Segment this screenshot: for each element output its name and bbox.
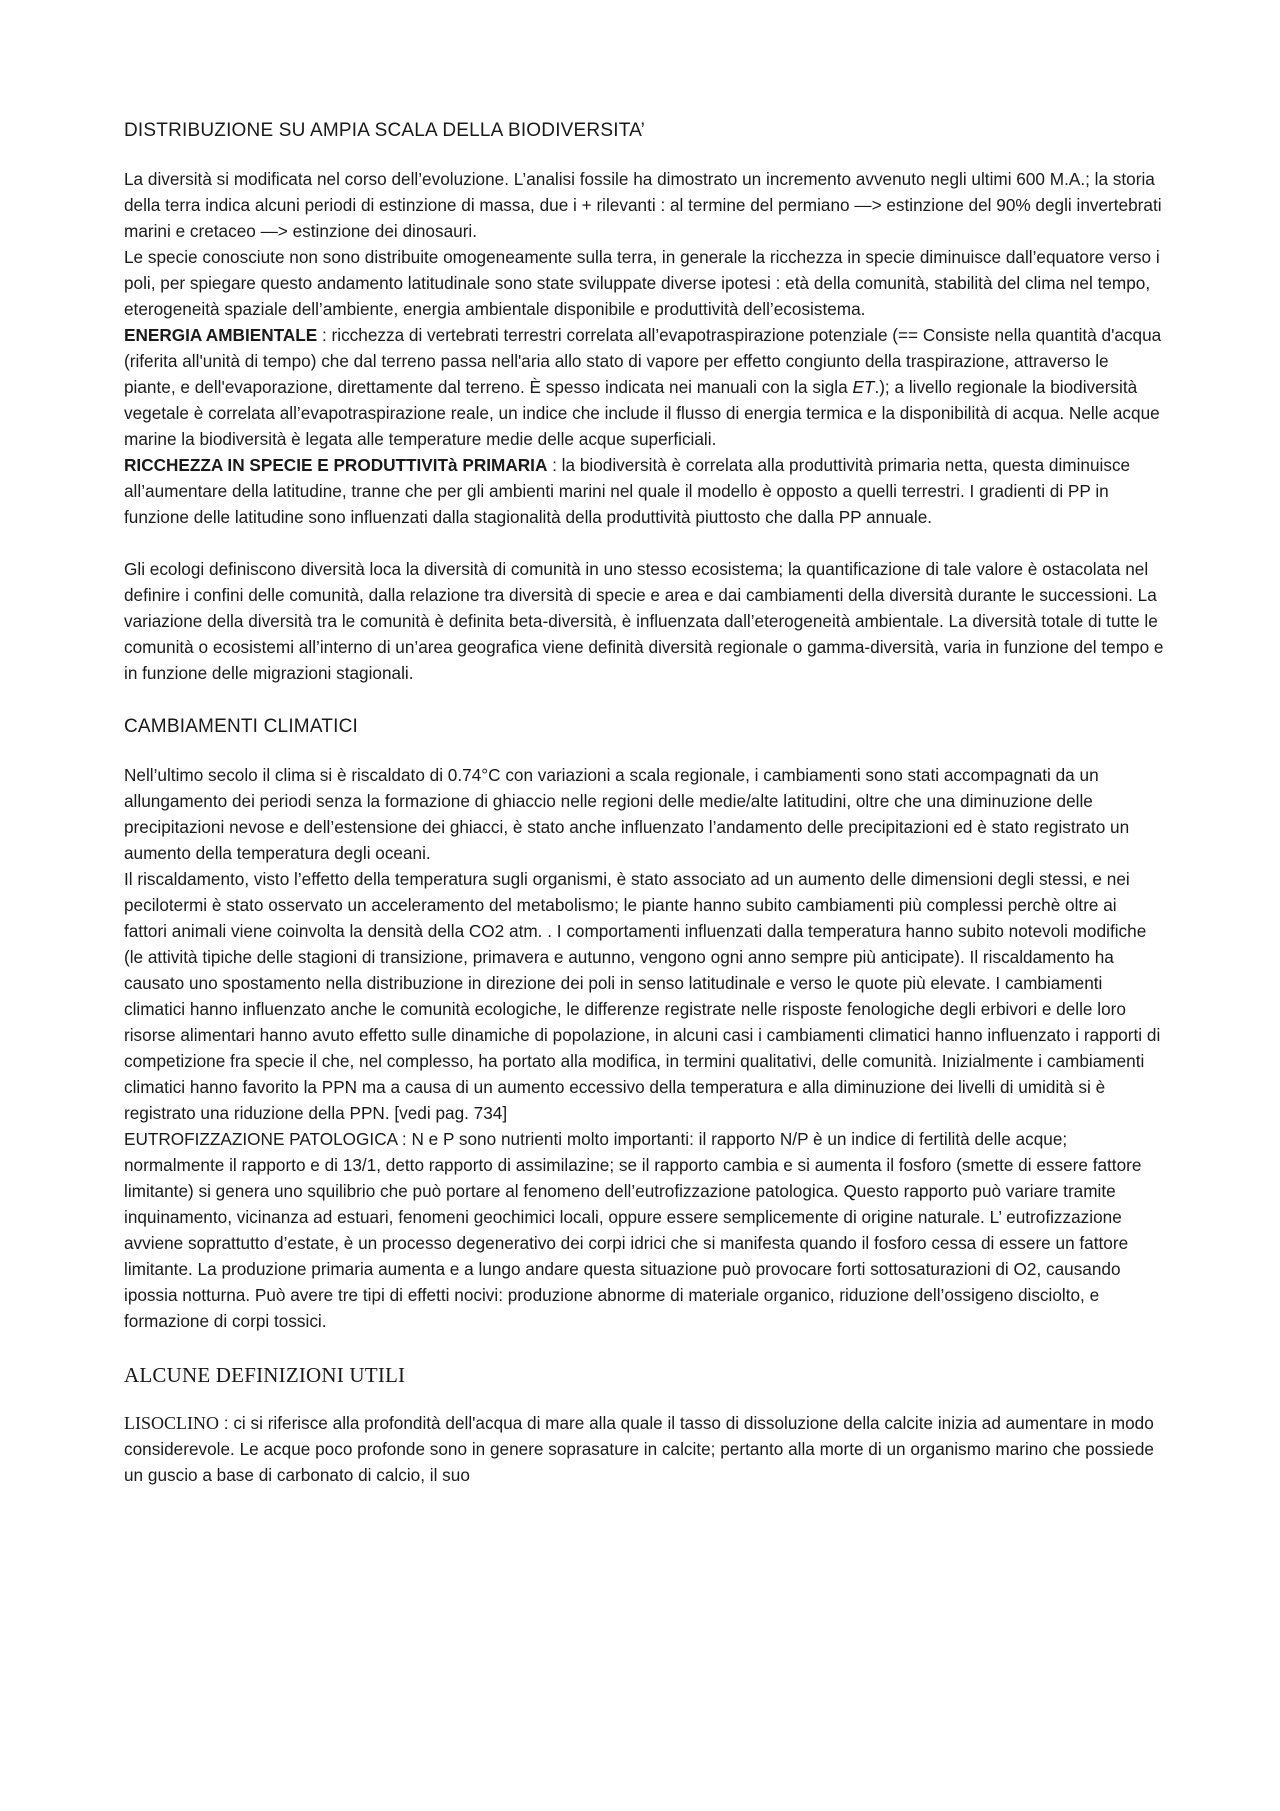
term-label: LISOCLINO	[124, 1413, 219, 1433]
term-label: ENERGIA AMBIENTALE	[124, 325, 318, 345]
paragraph: La diversità si modificata nel corso dell’evoluzione. L’analisi fossile ha dimostrato un incremento avvenuto negli ultimi 600 M.A.; la storia della terra indica alcuni periodi di estinzione di massa, due i + rilevanti : al termine del permiano —> estinzione del 90% degli invertebrati marini e cretaceo —> estinzione dei dinosauri.	[124, 169, 1162, 241]
term-label: RICCHEZZA IN SPECIE E PRODUTTIVITà PRIMARIA	[124, 455, 548, 475]
paragraph: Gli ecologi definiscono diversità loca la diversità di comunità in uno stesso ecosistema; la quantificazione di tale valore è ostacolata nel definire i confini delle comunità, dalla relazione tra diversità di specie e area e dai cambiamenti della diversità durante le successioni. La variazione della diversità tra le comunità è definita beta-diversità, è influenzata dall’eterogeneità ambientale. La diversità totale di tutte le comunità o ecosistemi all’interno di un’area geografica viene definità diversità regionale o gamma-diversità, varia in funzione del tempo e in funzione delle migrazioni stagionali.	[124, 559, 1164, 683]
document-page	[124, 118, 1164, 1488]
section-title-cambiamenti: CAMBIAMENTI CLIMATICI	[124, 716, 358, 737]
paragraph: Nell’ultimo secolo il clima si è riscaldato di 0.74°C con variazioni a scala regionale, i cambiamenti sono stati accompagnati da un allungamento dei periodi senza la formazione di ghiaccio nelle regioni delle medie/alte latitudini, oltre che una diminuzione delle precipitazioni nevose e dell’estensione dei ghiacci, è stato anche influenzato l’andamento delle precipitazioni ed è stato registrato un aumento della temperatura degli oceani.	[124, 765, 1130, 863]
section-title-biodiversita: DISTRIBUZIONE SU AMPIA SCALA DELLA BIODIVERSITA’	[124, 120, 645, 141]
paragraph: EUTROFIZZAZIONE PATOLOGICA : N e P sono nutrienti molto importanti: il rapporto N/P è un indice di fertilità delle acque; normalmente il rapporto e di 13/1, detto rapporto di assimilazine; se il rapporto cambia e si aumenta il fosforo (smette di essere fattore limitante) si genera uno squilibrio che può portare al fenomeno dell’eutrofizzazione patologica. Questo rapporto può variare tramite inquinamento, vicinanza ad estuari, fenomeni geochimici locali, oppure essere semplicemente di origine naturale. L’ eutrofizzazione avviene soprattutto d’estate, è un processo degenerativo dei corpi idrici che si manifesta quando il fosforo cessa di essere un fattore limitante. La produzione primaria aumenta e a lungo andare questa situazione può provocare forti sottosaturazioni di O2, causando ipossia notturna. Può avere tre tipi di effetti nocivi: produzione abnorme di materiale organico, riduzione dell’ossigeno disciolto, e formazione di corpi tossici.	[124, 1129, 1142, 1331]
section-title-definizioni: ALCUNE DEFINIZIONI UTILI	[124, 1363, 406, 1387]
paragraph: ENERGIA AMBIENTALE : ricchezza di vertebrati terrestri correlata all’evapotraspirazione potenziale (== Consiste nella quantità d'acqua (riferita all'unità di tempo) che dal terreno passa nell'aria allo stato di vapore per effetto congiunto della traspirazione, attraverso le piante, e dell'evaporazione, direttamente dal terreno. È spesso indicata nei manuali con la sigla ET.); a livello regionale la biodiversità vegetale è correlata all’evapotraspirazione reale, un indice che include il flusso di energia termica e la disponibilità di acqua. Nelle acque marine la biodiversità è legata alle temperature medie delle acque superficiali.	[124, 325, 1162, 449]
paragraph: Le specie conosciute non sono distribuite omogeneamente sulla terra, in generale la ricchezza in specie diminuisce dall’equatore verso i poli, per spiegare questo andamento latitudinale sono state sviluppate diverse ipotesi : età della comunità, stabilità del clima nel tempo, eterogeneità spaziale dell’ambiente, energia ambientale disponibile e produttività dell’ecosistema.	[124, 247, 1160, 319]
paragraph: Il riscaldamento, visto l’effetto della temperatura sugli organismi, è stato associato ad un aumento delle dimensioni degli stessi, e nei pecilotermi è stato osservato un acceleramento del metabolismo; le piante hanno subito cambiamenti più complessi perchè oltre ai fattori animali viene coinvolta la densità della CO2 atm. . I comportamenti influenzati dalla temperatura hanno subito notevoli modifiche (le attività tipiche delle stagioni di transizione, primavera e autunno, vengono ogni anno sempre più anticipate). Il riscaldamento ha causato uno spostamento nella distribuzione in direzione dei poli in senso latitudinale e verso le quote più elevate. I cambiamenti climatici hanno influenzato anche le comunità ecologiche, le differenze registrate nelle risposte fenologiche degli erbivori e delle loro risorse alimentari hanno avuto effetto sulle dinamiche di popolazione, in alcuni casi i cambiamenti climatici hanno influenzato i rapporti di competizione fra specie il che, nel complesso, ha portato alla modifica, in termini qualitativi, delle comunità. Inizialmente i cambiamenti climatici hanno favorito la PPN ma a causa di un aumento eccessivo della temperatura e alla diminuzione dei livelli di umidità si è registrato una riduzione della PPN. [vedi pag. 734]	[124, 869, 1161, 1123]
paragraph: LISOCLINO : ci si riferisce alla profondità dell'acqua di mare alla quale il tasso di dissoluzione della calcite inizia ad aumentare in modo considerevole. Le acque poco profonde sono in genere soprasature in calcite; pertanto alla morte di un organismo marino che possiede un guscio a base di carbonato di calcio, il suo	[124, 1413, 1154, 1485]
paragraph: RICCHEZZA IN SPECIE E PRODUTTIVITà PRIMARIA : la biodiversità è correlata alla produttività primaria netta, questa diminuisce all’aumentare della latitudine, tranne che per gli ambienti marini nel quale il modello è opposto a quelli terrestri. I gradienti di PP in funzione delle latitudine sono influenzati dalla stagionalità della produttività piuttosto che dalla PP annuale.	[124, 455, 1131, 527]
